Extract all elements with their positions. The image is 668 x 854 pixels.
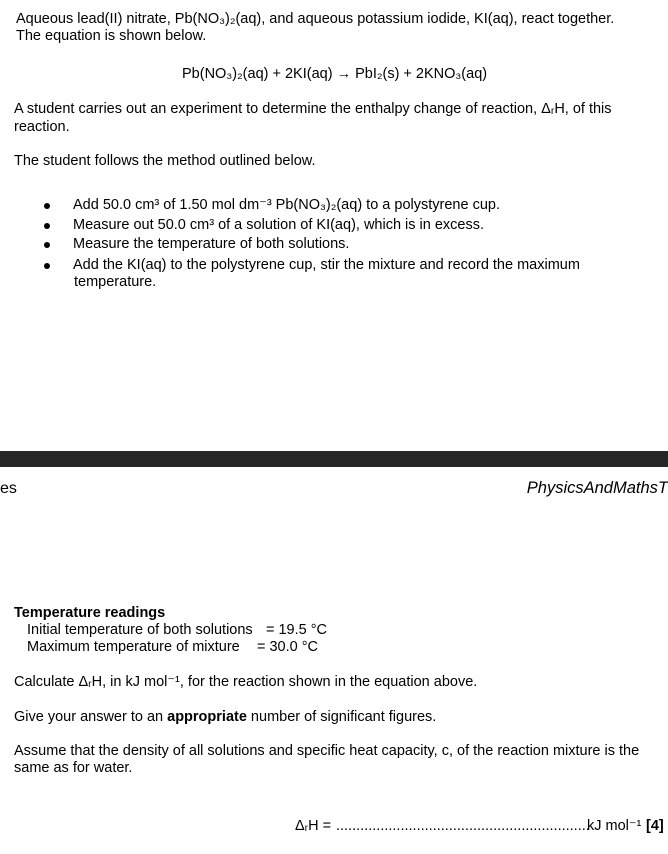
method-step-text: Add the KI(aq) to the polystyrene cup, stir the mixture and record the maximum xyxy=(73,257,580,273)
sigfig-bold: appropriate xyxy=(167,709,247,725)
question-number-mark xyxy=(0,11,1,28)
answer-line[interactable] xyxy=(336,818,590,835)
experiment-para-line2: reaction. xyxy=(14,119,70,135)
max-temp-value: = 30.0 °C xyxy=(257,639,319,655)
assumption-line2: same as for water. xyxy=(14,760,133,776)
page-break-bar xyxy=(0,451,668,467)
answer-label: ΔᵣH = xyxy=(295,818,332,834)
method-step-text: Measure the temperature of both solutions. xyxy=(73,236,350,252)
sigfig-instruction xyxy=(14,709,436,726)
sigfig-pre: Give your answer to an xyxy=(14,709,168,725)
initial-temp-label: Initial temperature of both solutions xyxy=(27,622,253,638)
bullet-icon xyxy=(44,223,50,229)
calculate-instruction: Calculate ΔᵣH, in kJ mol⁻¹, for the reaction shown in the equation above. xyxy=(14,674,478,690)
question-intro-line1: Aqueous lead(II) nitrate, Pb(NO₃)₂(aq), and aqueous potassium iodide, KI(aq), react together. xyxy=(16,11,615,27)
bullet-icon xyxy=(44,242,50,248)
max-temp-label: Maximum temperature of mixture xyxy=(27,639,240,655)
method-step-text: Measure out 50.0 cm³ of a solution of KI(aq), which is in excess. xyxy=(73,217,485,233)
bullet-icon xyxy=(44,203,50,209)
answer-unit: kJ mol⁻¹ xyxy=(587,818,642,834)
bullet-icon xyxy=(44,263,50,269)
question-intro-line2: The equation is shown below. xyxy=(16,28,207,44)
method-step-text: Add 50.0 cm³ of 1.50 mol dm⁻³ Pb(NO₃)₂(aq) to a polystyrene cup. xyxy=(73,197,500,213)
method-intro: The student follows the method outlined below. xyxy=(14,153,316,169)
method-step-continuation: temperature. xyxy=(74,274,157,290)
marks-badge: [4] xyxy=(646,818,664,834)
readings-heading: Temperature readings xyxy=(14,605,166,621)
answer-dots: ............................................................... xyxy=(336,818,590,834)
reaction-equation: Pb(NO₃)₂(aq) + 2KI(aq) → PbI₂(s) + 2KNO₃(aq) xyxy=(182,66,488,82)
sigfig-post: number of significant figures. xyxy=(246,709,437,725)
footer-watermark: PhysicsAndMathsT xyxy=(526,479,668,497)
assumption-line1: Assume that the density of all solutions and specific heat capacity, c, of the reaction mixture is the xyxy=(14,743,640,759)
footer-left-text: es xyxy=(0,480,17,497)
initial-temp-value: = 19.5 °C xyxy=(266,622,328,638)
experiment-para-line1: A student carries out an experiment to determine the enthalpy change of reaction, ΔᵣH, of this xyxy=(14,101,612,117)
